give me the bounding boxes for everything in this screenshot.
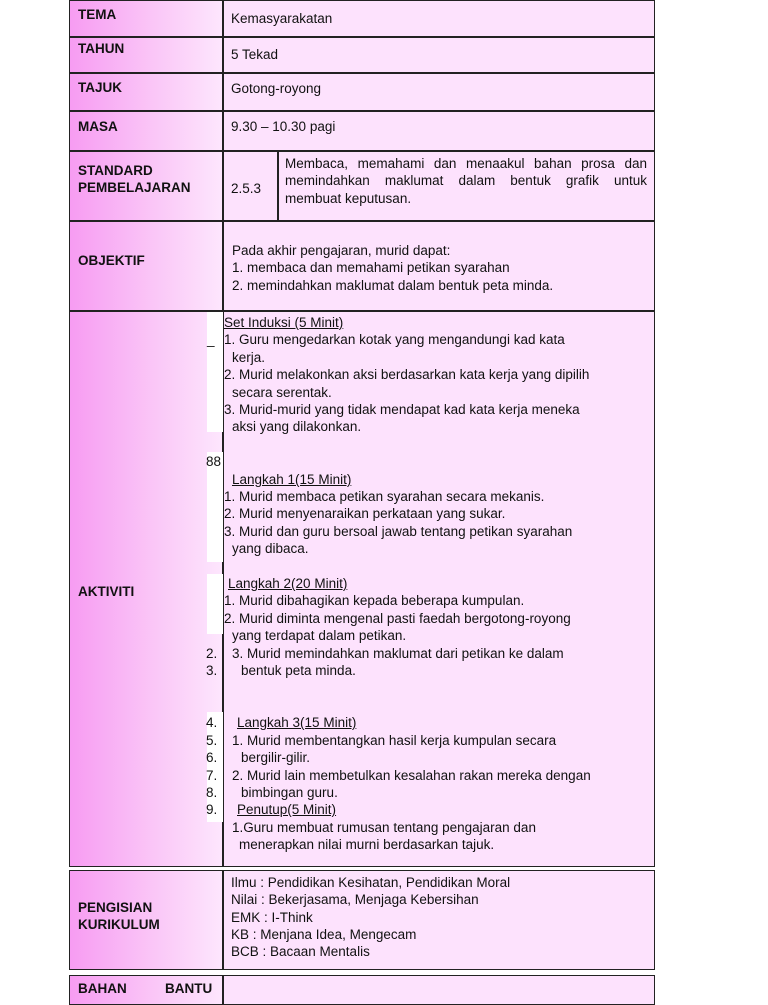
tahun-label: TAHUN	[78, 41, 125, 56]
pengisian-label-line2: KURIKULUM	[78, 917, 160, 932]
list-number: 7.	[206, 768, 218, 783]
objektif-line: 2. memindahkan maklumat dalam bentuk peta minda.	[232, 278, 554, 293]
row-pengisian-value-cell	[223, 870, 655, 970]
langkah3-line: 2. Murid lain membetulkan kesalahan rakan mereka dengan	[232, 768, 591, 783]
list-number: 2.	[206, 646, 218, 661]
stray-mark: _	[207, 332, 215, 347]
tajuk-value: Gotong-royong	[231, 81, 322, 96]
standard-code: 2.5.3	[231, 181, 262, 196]
langkah2-line: 3. Murid memindahkan maklumat dari petikan ke dalam	[232, 646, 564, 661]
set-induksi-heading: Set Induksi (5 Minit)	[224, 315, 344, 330]
tema-value: Kemasyarakatan	[231, 11, 333, 26]
langkah2-heading: Langkah 2(20 Minit)	[228, 576, 348, 591]
row-standard-text-cell	[278, 151, 655, 221]
langkah3-line: bergilir-gilir.	[241, 750, 311, 765]
objektif-line: Pada akhir pengajaran, murid dapat:	[232, 243, 451, 258]
tajuk-label: TAJUK	[78, 80, 123, 95]
list-number: 8.	[206, 785, 218, 800]
row-bahan-label-cell	[69, 975, 223, 1005]
row-standard-label-cell	[69, 151, 223, 221]
standard-label-line2: PEMBELAJARAN	[78, 180, 191, 195]
langkah1-line: 3. Murid dan guru bersoal jawab tentang petikan syarahan	[224, 524, 573, 539]
bahan-label-line1: BAHAN	[78, 981, 127, 996]
row-objektif-label-cell	[69, 221, 223, 311]
langkah3-line: bimbingan guru.	[241, 785, 338, 800]
objektif-line: 1. membaca dan memahami petikan syarahan	[232, 260, 510, 275]
row-pengisian-label-cell	[69, 870, 223, 970]
stray-number: 88	[206, 454, 222, 469]
set-induksi-line: secara serentak.	[232, 385, 332, 400]
penutup-line: menerapkan nilai murni berdasarkan tajuk.	[239, 837, 495, 852]
list-number: 4.	[206, 715, 218, 730]
langkah1-line: yang dibaca.	[232, 541, 309, 556]
langkah1-line: 2. Murid menyenaraikan perkataan yang sukar.	[224, 506, 506, 521]
tema-label: TEMA	[78, 7, 117, 22]
pengisian-line: EMK : I-Think	[231, 910, 313, 925]
row-objektif-value-cell	[223, 221, 655, 311]
masa-label: MASA	[78, 119, 118, 134]
bahan-label-line2: BANTU	[165, 981, 213, 996]
list-number: 9.	[206, 802, 218, 817]
set-induksi-line: 3. Murid-murid yang tidak mendapat kad kata kerja meneka	[224, 402, 580, 417]
standard-label-line1: STANDARD	[78, 163, 153, 178]
langkah2-line: 2. Murid diminta mengenal pasti faedah bergotong-royong	[224, 611, 571, 626]
langkah2-line: 1. Murid dibahagikan kepada beberapa kumpulan.	[224, 593, 525, 608]
masa-value: 9.30 – 10.30 pagi	[231, 119, 336, 134]
langkah1-line: 1. Murid membaca petikan syarahan secara mekanis.	[224, 489, 545, 504]
list-number: 3.	[206, 663, 218, 678]
row-masa-label-cell	[69, 111, 223, 151]
aktiviti-label: AKTIVITI	[78, 584, 135, 599]
pengisian-label-line1: PENGISIAN	[78, 900, 153, 915]
penutup-line: 1.Guru membuat rumusan tentang pengajaran dan	[232, 820, 536, 835]
langkah1-heading: Langkah 1(15 Minit)	[232, 472, 352, 487]
row-tema-value-cell	[223, 0, 655, 37]
pengisian-line: KB : Menjana Idea, Mengecam	[231, 927, 417, 942]
langkah3-heading: Langkah 3(15 Minit)	[237, 715, 357, 730]
row-tajuk-label-cell	[69, 73, 223, 111]
pengisian-line: Nilai : Bekerjasama, Menjaga Kebersihan	[231, 892, 479, 907]
row-tajuk-value-cell	[223, 73, 655, 111]
pengisian-line: Ilmu : Pendidikan Kesihatan, Pendidikan Moral	[231, 875, 511, 890]
standard-text: Membaca, memahami dan menaakul bahan prosa dan memindahkan maklumat dalam bentuk grafik untuk membuat keputusan.	[285, 156, 647, 206]
set-induksi-line: kerja.	[232, 350, 266, 365]
langkah3-line: 1. Murid membentangkan hasil kerja kumpulan secara	[232, 733, 557, 748]
lesson-plan-table	[69, 0, 655, 996]
penutup-heading: Penutup(5 Minit)	[237, 802, 337, 817]
set-induksi-line: 2. Murid melakonkan aksi berdasarkan kata kerja yang dipilih	[224, 367, 590, 382]
row-tahun-value-cell	[223, 37, 655, 73]
list-number: 5.	[206, 733, 218, 748]
langkah2-line: yang terdapat dalam petikan.	[232, 628, 407, 643]
row-masa-value-cell	[223, 111, 655, 151]
set-induksi-line: aksi yang dilakonkan.	[232, 419, 362, 434]
pengisian-line: BCB : Bacaan Mentalis	[231, 944, 370, 959]
tahun-value: 5 Tekad	[231, 47, 279, 62]
row-tema-label-cell	[69, 0, 223, 37]
set-induksi-line: 1. Guru mengedarkan kotak yang mengandungi kad kata	[224, 332, 565, 347]
list-number: 6.	[206, 750, 218, 765]
objektif-label: OBJEKTIF	[78, 253, 145, 268]
langkah2-line: bentuk peta minda.	[241, 663, 356, 678]
row-bahan-value-cell	[223, 975, 655, 1005]
row-tahun-label-cell	[69, 37, 223, 73]
row-aktiviti-label-cell	[69, 311, 223, 867]
row-standard-code-cell	[223, 151, 278, 221]
